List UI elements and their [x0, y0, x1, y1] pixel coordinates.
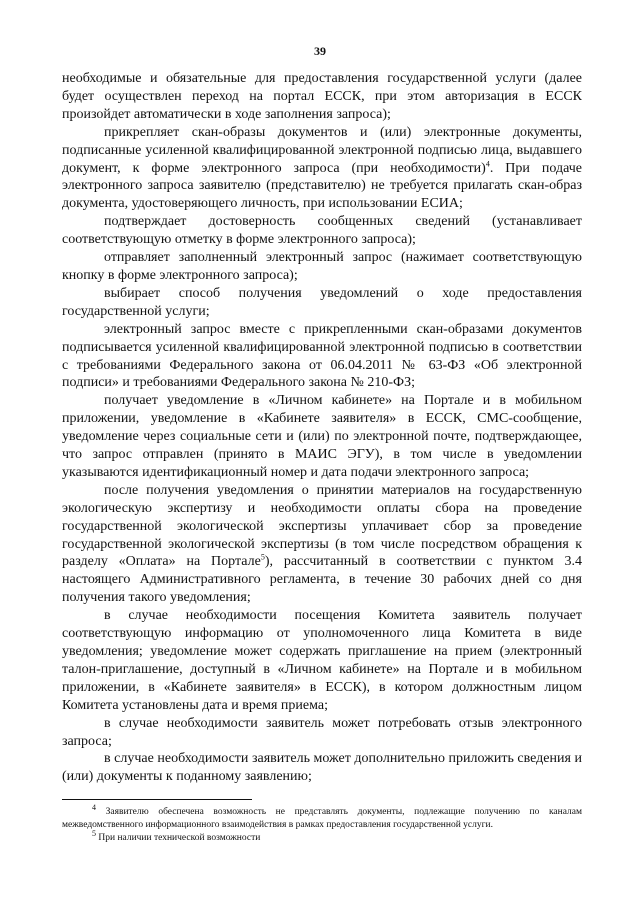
paragraph-text: выбирает способ получения уведомлений о ходе предоставления государственной услуги;: [62, 285, 582, 319]
footnote-text: Заявителю обеспечена возможность не представлять документы, подлежащие получению по каналам межведомственного информационного взаимодействия в рамках предоставления государственной услуги.: [62, 807, 583, 830]
paragraph-text-tail: . При подаче электронного запроса заявителю (представителю) не требуется прилагать скан-образ документа, удостоверяющего личность, при использовании ЕСИА;: [62, 160, 582, 212]
footnote-mark: 4: [92, 802, 96, 812]
paragraph-5: [62, 285, 582, 321]
paragraph-9: [62, 607, 582, 714]
footnote-4: [62, 802, 583, 832]
paragraph-text: в случае необходимости заявитель может дополнительно приложить сведения и (или) документы к поданному заявлению;: [62, 751, 582, 785]
paragraph-text: после получения уведомления о принятии материалов на государственную экологическую экспертизу и необходимости оплаты сбора на проведение государственной экологической экспертизы уплачивает сбор за проведение государственной экологической экспертизы (в том числе посредством обращения к разделу «Оплата» на Портале: [62, 482, 582, 570]
paragraph-1: [62, 70, 582, 124]
paragraph-text: в случае необходимости заявитель может потребовать отзыв электронного запроса;: [62, 715, 582, 749]
paragraph-11: [62, 750, 582, 786]
paragraph-3: [62, 213, 582, 249]
paragraph-text: отправляет заполненный электронный запрос (нажимает соответствующую кнопку в форме электронного запроса);: [62, 250, 582, 283]
paragraph-text-tail: ), рассчитанный в соответствии с пунктом 3.4 настоящего Административного регламента, в течение 30 рабочих дней со дня получения такого уведомления;: [62, 554, 582, 606]
footnote-text: При наличии технической возможности: [98, 833, 261, 843]
footnotes: [62, 802, 583, 845]
body-text: [62, 70, 582, 786]
footnote-5: [62, 828, 582, 845]
footnote-divider: [62, 799, 252, 800]
paragraph-text: получает уведомление в «Личном кабинете» на Портале и в мобильном приложении, уведомление в «Кабинете заявителя» в ЕССК, СМС-сообщение, уведомление через социальные сети и (или) по электронной почте, подтверждающее, что запрос отправлен (принято в МАИС ЭГУ), в том числе в уведомлении указываются идентификационный номер и дата подачи электронного запроса;: [62, 393, 582, 480]
paragraph-6: [62, 321, 582, 393]
paragraph-text: прикрепляет скан-образы документов и (или) электронные документы, подписанные усиленной квалифицированной электронной подписью лица, выдавшего документ, к форме электронного запроса (при необходимости): [62, 124, 582, 176]
footnote-ref-4: 4: [485, 158, 490, 168]
footnote-ref-5: 5: [260, 552, 265, 562]
paragraph-text: подтверждает достоверность сообщенных сведений (устанавливает соответствующую отметку в форме электронного запроса);: [62, 214, 582, 248]
page-number: 39: [314, 44, 326, 58]
paragraph-text: электронный запрос вместе с прикрепленными скан-образами документов подписывается усиленной квалифицированной электронной подписью в соответствии с требованиями Федерального закона от 06.04.2011 № 63-ФЗ «Об электронной подписи» и требованиями Федерального закона № 210-ФЗ;: [62, 321, 582, 391]
paragraph-7: [62, 392, 582, 482]
paragraph-2: [62, 124, 582, 214]
paragraph-8: [62, 482, 582, 607]
paragraph-text: необходимые и обязательные для предоставления государственной услуги (далее будет осуществлен переход на портал ЕССК, при этом авторизация в ЕССК произойдет автоматически в ходе заполнения запроса);: [62, 71, 582, 122]
footnote-mark: 5: [92, 828, 96, 838]
paragraph-10: [62, 715, 582, 751]
paragraph-text: в случае необходимости посещения Комитета заявитель получает соответствующую информацию от уполномоченного лица Комитета в виде уведомления; уведомление может содержать приглашение на прием (электронный талон-приглашение, доступный в «Личном кабинете» на Портале и в мобильном приложении, в «Кабинете заявителя» в ЕССК), в котором должностным лицом Комитета установлены дата и время приема;: [62, 608, 582, 713]
paragraph-4: [62, 249, 582, 285]
